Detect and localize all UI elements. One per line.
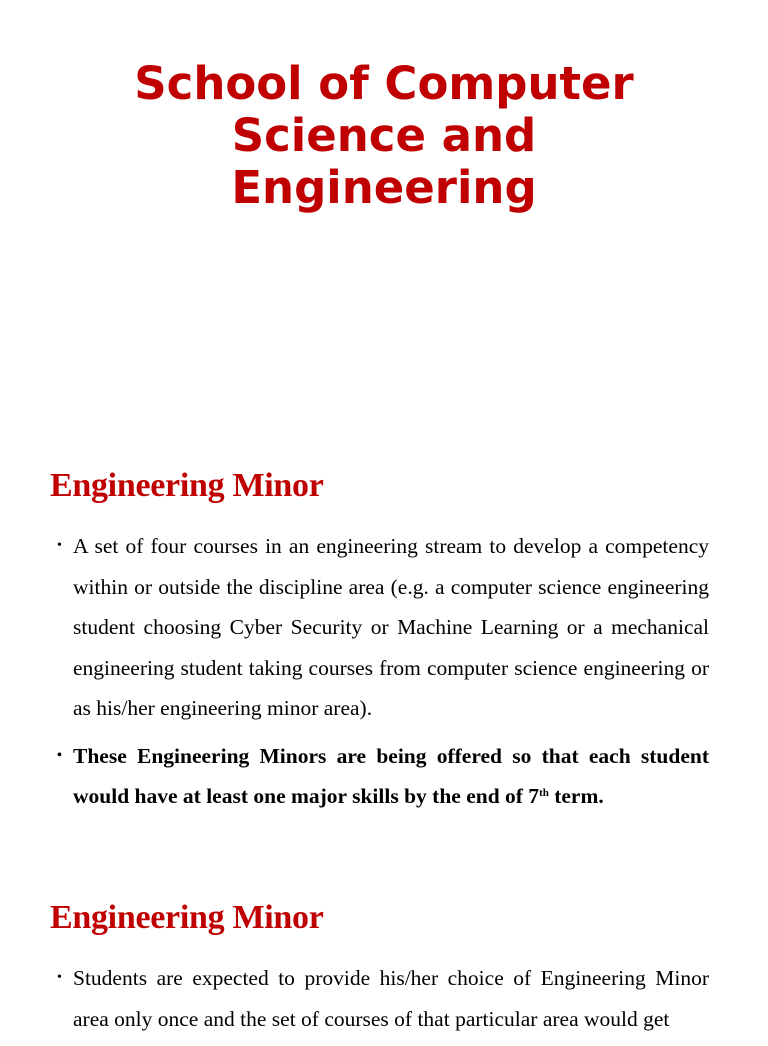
page-title bbox=[0, 58, 768, 214]
bullet-icon: • bbox=[57, 747, 62, 763]
section-heading: Engineering Minor bbox=[50, 899, 324, 936]
slide-engineering-minor-2 bbox=[0, 870, 768, 1031]
list-item bbox=[57, 526, 709, 729]
title-line-1: School of Computer bbox=[134, 57, 634, 110]
bullet-list bbox=[57, 526, 709, 824]
title-slide bbox=[0, 0, 768, 420]
bullet-icon: • bbox=[57, 970, 62, 985]
bullet-text: These Engineering Minors are being offered so that each student would have at least one major skills by the end of 7 bbox=[73, 743, 709, 808]
list-item bbox=[57, 958, 709, 1039]
bullet-text-end: term. bbox=[548, 784, 604, 808]
title-line-3: Engineering bbox=[231, 161, 537, 214]
ordinal-superscript: th bbox=[539, 787, 549, 799]
bullet-text: A set of four courses in an engineering stream to develop a competency within or outside the discipline area (e.g. a computer science engineering student choosing Cyber Security or Machine Learning or a mechanical engineering student taking courses from computer science engineering or as his/her engineering minor area). bbox=[73, 534, 709, 720]
bullet-text: Students are expected to provide his/her choice of Engineering Minor area only once and the set of courses of that particular area would get bbox=[73, 966, 709, 1031]
bullet-list bbox=[57, 958, 709, 1046]
title-line-2: Science and bbox=[231, 109, 537, 162]
slide-engineering-minor-1 bbox=[0, 440, 768, 860]
section-heading: Engineering Minor bbox=[50, 467, 324, 504]
bullet-icon: • bbox=[57, 538, 62, 553]
list-item bbox=[57, 736, 709, 817]
